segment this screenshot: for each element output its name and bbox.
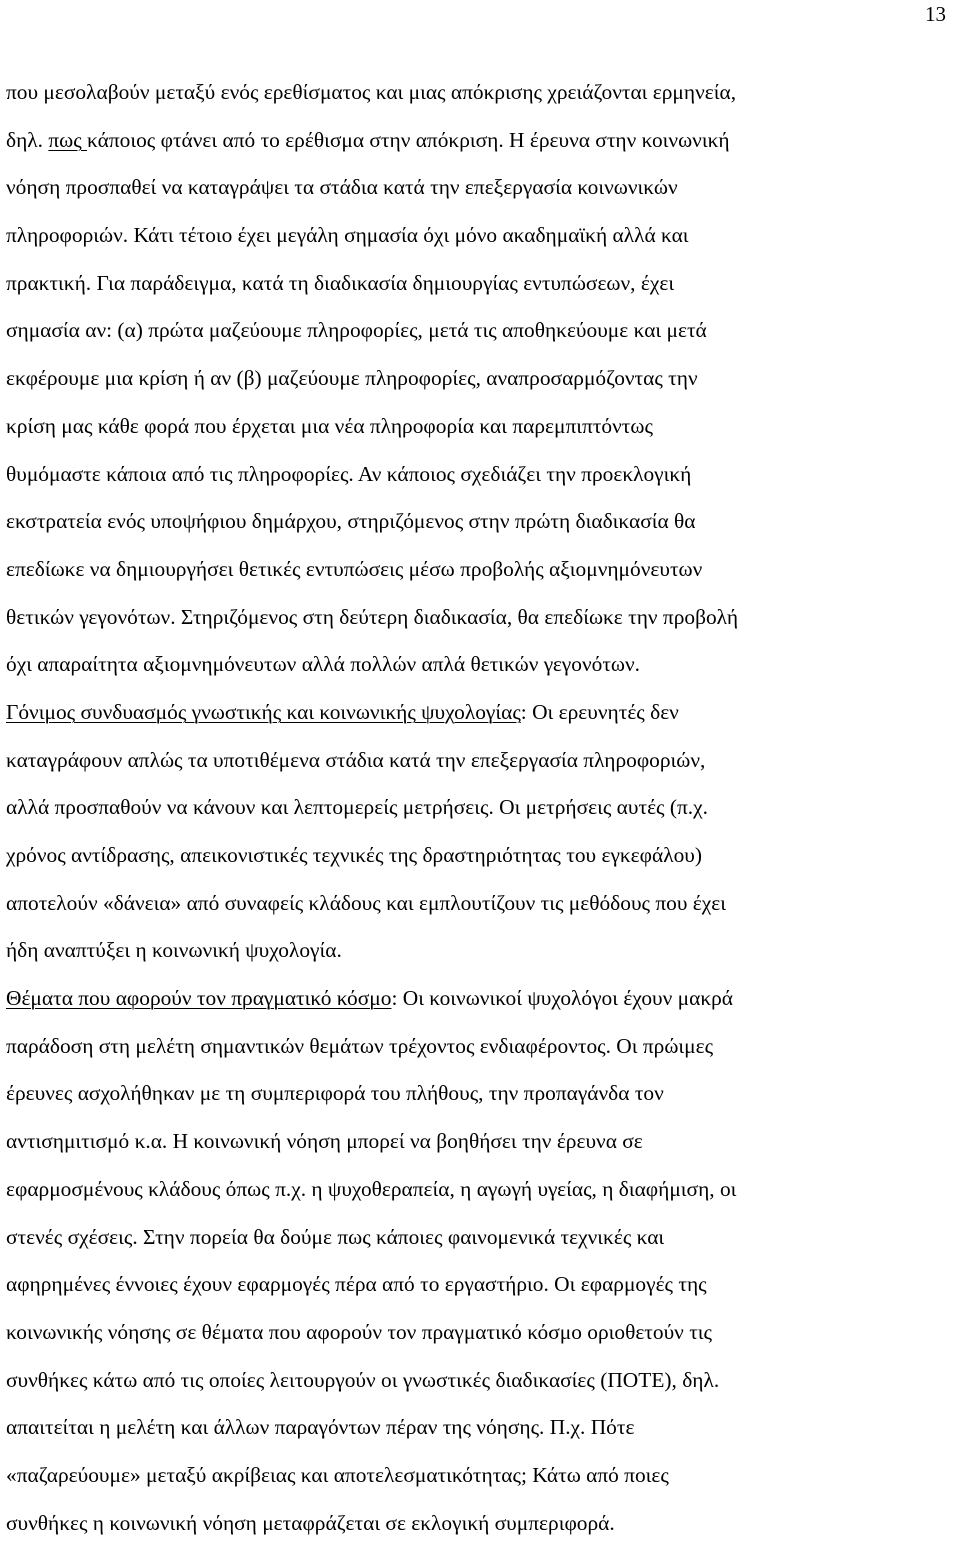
text-segment: εκφέρουμε μια κρίση ή αν (β) μαζεύουμε πληροφορίες, αναπροσαρμόζοντας την (6, 366, 698, 391)
text-segment: επεδίωκε να δημιουργήσει θετικές εντυπώσεις μέσω προβολής αξιομνημόνευτων (6, 556, 703, 581)
text-line (6, 975, 956, 1023)
text-line (6, 1023, 956, 1071)
text-segment: παράδοση στη μελέτη σημαντικών θεμάτων τρέχοντος ενδιαφέροντος. Οι πρώιμες (6, 1033, 714, 1058)
text-segment: αφηρημένες έννοιες έχουν εφαρμογές πέρα από το εργαστήριο. Οι εφαρμογές της (6, 1272, 707, 1297)
text-line (6, 641, 956, 689)
text-segment: συνθήκες κάτω από τις οποίες λειτουργούν οι γνωστικές διαδικασίες (ΠΟΤΕ), δηλ. (6, 1367, 720, 1392)
text-segment: πρακτική. Για παράδειγμα, κατά τη διαδικασία δημιουργίας εντυπώσεων, έχει (6, 270, 675, 295)
text-segment: στενές σχέσεις. Στην πορεία θα δούμε πως κάποιες φαινομενικά τεχνικές και (6, 1224, 665, 1249)
text-segment: θυμόμαστε κάποια από τις πληροφορίες. Αν κάποιος σχεδιάζει την προεκλογική (6, 461, 692, 486)
text-line (6, 1452, 956, 1500)
text-line (6, 260, 956, 308)
text-segment: χρόνος αντίδρασης, απεικονιστικές τεχνικές της δραστηριότητας του εγκεφάλου) (6, 843, 702, 867)
underlined-text: πως (48, 127, 88, 152)
text-line (6, 594, 956, 642)
text-segment: αντισημιτισμό κ.α. Η κοινωνική νόηση μπορεί να βοηθήσει την έρευνα σε (6, 1129, 643, 1154)
text-segment: σημασία αν: (α) πρώτα μαζεύουμε πληροφορίες, μετά τις αποθηκεύουμε και μετά (6, 318, 707, 343)
text-line (6, 403, 956, 451)
text-segment: ήδη αναπτύξει η κοινωνική ψυχολογία. (6, 938, 342, 963)
text-line (6, 1070, 956, 1118)
text-segment: εφαρμοσμένους κλάδους όπως π.χ. η ψυχοθεραπεία, η αγωγή υγείας, η διαφήμιση, οι (6, 1176, 737, 1201)
text-segment: κρίση μας κάθε φορά που έρχεται μια νέα πληροφορία και παρεμπιπτόντως (6, 413, 653, 438)
text-line (6, 1404, 956, 1452)
page-number: 13 (925, 2, 946, 26)
text-segment: συνθήκες η κοινωνική νόηση μεταφράζεται σε εκλογική συμπεριφορά. (6, 1510, 615, 1535)
text-line (6, 498, 956, 546)
text-segment: έρευνες ασχολήθηκαν με τη συμπεριφορά του πλήθους, την προπαγάνδα τον (6, 1081, 664, 1106)
text-segment: εκστρατεία ενός υποψήφιου δημάρχου, στηριζόμενος στην πρώτη διαδικασία θα (6, 509, 696, 534)
text-line (6, 1500, 956, 1548)
text-segment: θετικών γεγονότων. Στηριζόμενος στη δεύτερη διαδικασία, θα επεδίωκε την προβολή (6, 604, 739, 629)
text-segment: πληροφοριών. Κάτι τέτοιο έχει μεγάλη σημασία όχι μόνο ακαδημαϊκή αλλά και (6, 223, 689, 248)
text-line (6, 832, 956, 880)
text-line (6, 1118, 956, 1166)
text-segment: νόηση προσπαθεί να καταγράψει τα στάδια κατά την επεξεργασία κοινωνικών (6, 175, 678, 200)
text-line (6, 737, 956, 785)
text-segment: αλλά προσπαθούν να κάνουν και λεπτομερείς μετρήσεις. Οι μετρήσεις αυτές (π.χ. (6, 795, 708, 820)
text-line (6, 1214, 956, 1262)
text-segment: απαιτείται η μελέτη και άλλων παραγόντων πέραν της νόησης. Π.χ. Πότε (6, 1415, 635, 1440)
text-line (6, 355, 956, 403)
text-segment: αποτελούν «δάνεια» από συναφείς κλάδους και εμπλουτίζουν τις μεθόδους που έχει (6, 890, 727, 915)
text-line (6, 880, 956, 928)
text-line (6, 164, 956, 212)
text-segment: κάποιος φτάνει από το ερέθισμα στην απόκριση. Η έρευνα στην κοινωνική (87, 127, 730, 152)
text-line (6, 784, 956, 832)
text-segment: «παζαρεύουμε» μεταξύ ακρίβειας και αποτελεσματικότητας; Κάτω από ποιες (6, 1462, 669, 1487)
text-segment: κοινωνικής νόησης σε θέματα που αφορούν τον πραγματικό κόσμο οριοθετούν τις (6, 1319, 713, 1344)
text-line (6, 1166, 956, 1214)
text-line (6, 307, 956, 355)
text-line (6, 546, 956, 594)
text-line (6, 927, 956, 975)
underlined-text: Θέματα που αφορούν τον πραγματικό κόσμο (6, 986, 392, 1011)
text-line (6, 69, 956, 117)
text-segment: δηλ. (6, 127, 49, 152)
text-segment: που μεσολαβούν μεταξύ ενός ερεθίσματος και μιας απόκρισης χρειάζονται ερμηνεία, (6, 80, 737, 104)
text-segment: καταγράφουν απλώς τα υποτιθέμενα στάδια κατά την επεξεργασία πληροφοριών, (6, 747, 706, 772)
text-segment: όχι απαραίτητα αξιομνημόνευτων αλλά πολλών απλά θετικών γεγονότων. (6, 652, 641, 677)
text-segment: : Οι ερευνητές δεν (520, 699, 679, 724)
document-body (6, 69, 956, 1547)
text-line (6, 451, 956, 499)
text-line (6, 1261, 956, 1309)
underlined-text: Γόνιμος συνδυασμός γνωστικής και κοινωνικής ψυχολογίας (6, 699, 521, 724)
text-line (6, 117, 956, 165)
text-segment: : Οι κοινωνικοί ψυχολόγοι έχουν μακρά (391, 986, 734, 1011)
text-line (6, 1357, 956, 1405)
text-line (6, 1309, 956, 1357)
text-line (6, 689, 956, 737)
text-line (6, 212, 956, 260)
